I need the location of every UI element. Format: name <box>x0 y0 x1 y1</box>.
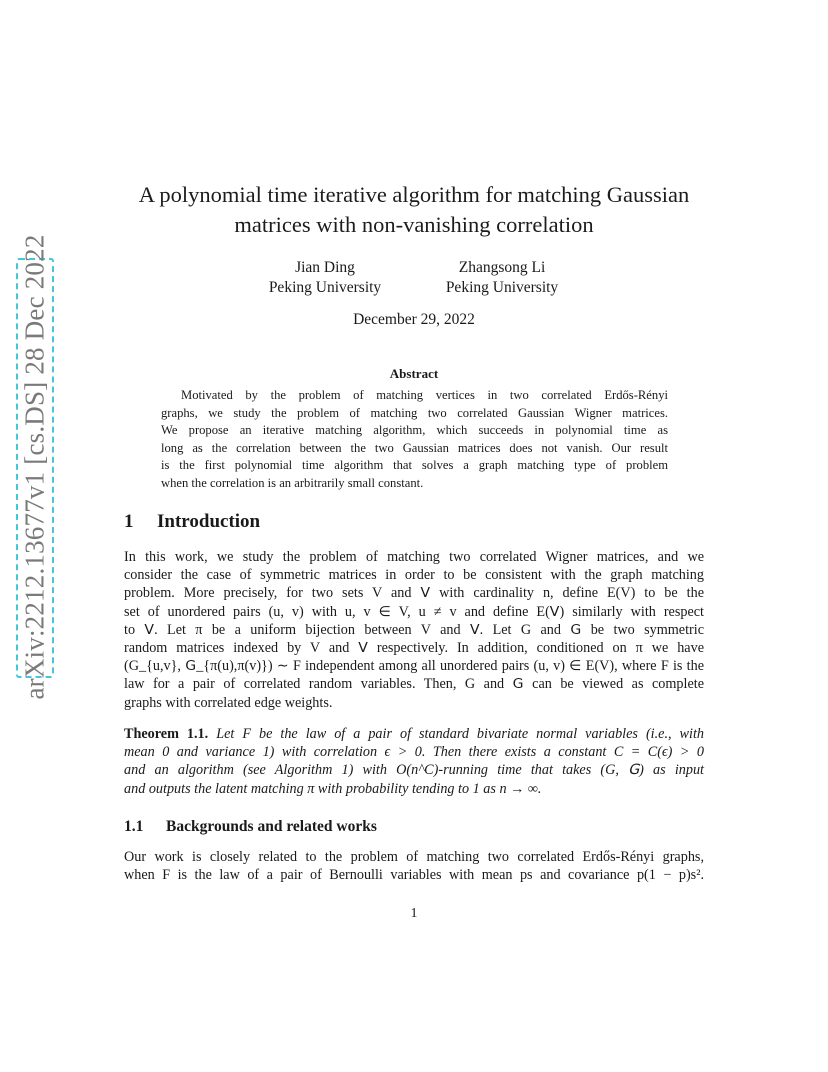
paper-date: December 29, 2022 <box>353 311 475 328</box>
arxiv-identifier[interactable]: arXiv:2212.13677v1 [cs.DS] 28 Dec 2022 <box>19 234 50 700</box>
theorem-1-1 <box>124 725 704 798</box>
section-heading-introduction <box>124 511 260 533</box>
abstract-body <box>161 387 668 493</box>
page-number: 1 <box>410 906 418 921</box>
abstract-heading: Abstract <box>389 366 439 381</box>
abstract-line: We propose an iterative matching algorithm, which succeeds in polynomial time as <box>161 423 668 438</box>
author-block-1 <box>225 258 425 298</box>
intro-line: problem. More precisely, for two sets V and 𝖵 with cardinality n, define E(V) to be the <box>124 585 704 602</box>
author-name: Jian Ding <box>295 259 355 276</box>
title-line-2: matrices with non-vanishing correlation <box>234 212 594 237</box>
introduction-paragraph <box>124 548 704 712</box>
theorem-line: and outputs the latent matching π with probability tending to 1 as n → ∞. <box>124 780 542 797</box>
title-line-1: A polynomial time iterative algorithm for matching Gaussian <box>138 182 690 207</box>
theorem-line: and an algorithm (see Algorithm 1) with O(n^C)-running time that takes (G, 𝖦) as input <box>124 762 704 779</box>
intro-line: consider the case of symmetric matrices in order to be consistent with the graph matching <box>124 567 704 584</box>
author-affiliation: Peking University <box>268 279 382 296</box>
intro-line: to 𝖵. Let π be a uniform bijection between V and 𝖵. Let G and 𝖦 be two symmetric <box>124 621 704 638</box>
backgrounds-paragraph <box>124 848 704 884</box>
theorem-text: Let F be the law of a pair of standard bivariate normal variables (i.e., with <box>216 726 704 742</box>
author-affiliation: Peking University <box>445 279 559 296</box>
subsection-number: 1.1 <box>124 818 144 835</box>
abstract-line: long as the correlation between the two Gaussian matrices does not vanish. Our result <box>161 440 668 455</box>
backgrounds-line: when F is the law of a pair of Bernoulli variables with mean ps and covariance p(1 − p)s². <box>124 867 704 884</box>
abstract-line: Motivated by the problem of matching vertices in two correlated Erdős-Rényi <box>181 388 668 402</box>
intro-line: (G_{u,v}, 𝖦_{π(u),π(v)}) ∼ F independent among all unordered pairs (u, v) ∈ E(V), where F is the <box>124 658 704 675</box>
author-name: Zhangsong Li <box>458 259 546 276</box>
intro-line: In this work, we study the problem of matching two correlated Wigner matrices, and we <box>124 549 704 565</box>
intro-line: set of unordered pairs (u, v) with u, v ∈ V, u ≠ v and define E(𝖵) similarly with respect <box>124 603 704 620</box>
subsection-title: Backgrounds and related works <box>166 818 377 835</box>
theorem-line <box>124 725 704 743</box>
section-title: Introduction <box>157 511 261 532</box>
subsection-heading-backgrounds <box>124 818 377 836</box>
theorem-label: Theorem 1.1. <box>124 726 209 742</box>
paper-title <box>100 180 728 240</box>
backgrounds-line: Our work is closely related to the problem of matching two correlated Erdős-Rényi graphs, <box>124 849 704 865</box>
section-number: 1 <box>124 511 134 532</box>
intro-line: graphs with correlated edge weights. <box>124 694 333 711</box>
intro-line: law for a pair of correlated random variables. Then, G and 𝖦 can be viewed as complete <box>124 676 704 693</box>
theorem-line: mean 0 and variance 1) with correlation ϵ > 0. Then there exists a constant C = C(ϵ) > 0 <box>124 744 704 761</box>
intro-line: random matrices indexed by V and 𝖵 respectively. In addition, conditioned on π we have <box>124 640 704 657</box>
author-block-2 <box>402 258 602 298</box>
abstract-line: when the correlation is an arbitrarily small constant. <box>161 475 424 490</box>
abstract-line: is the first polynomial time algorithm that solves a graph matching type of problem <box>161 458 668 473</box>
abstract-line: graphs, we study the problem of matching two correlated Gaussian Wigner matrices. <box>161 405 668 420</box>
